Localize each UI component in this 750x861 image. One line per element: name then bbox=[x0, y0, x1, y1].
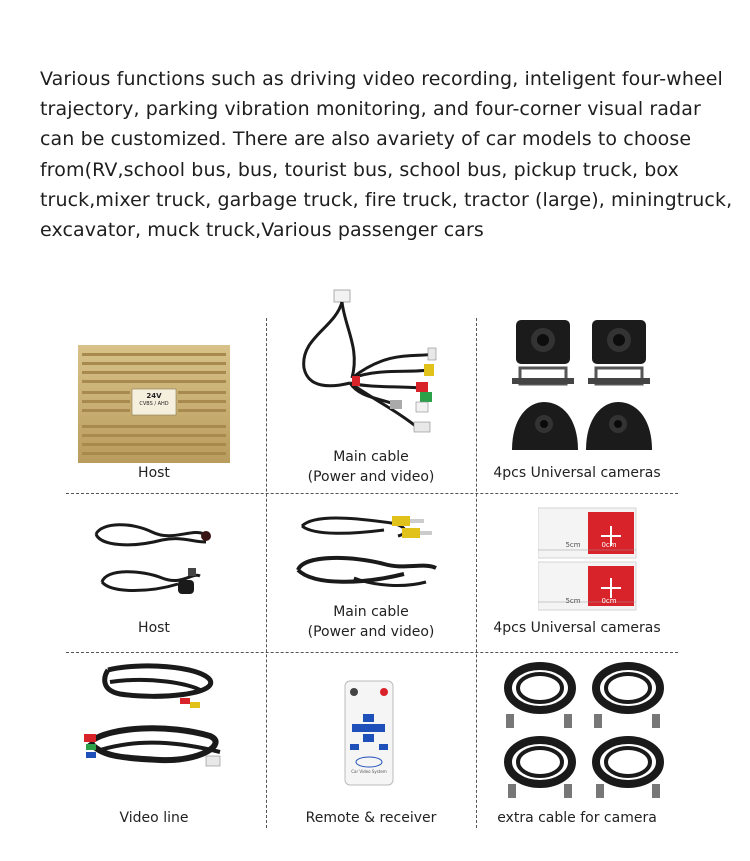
intro-line: trajectory, parking vibration monitoring, and four-corner visual radar bbox=[40, 98, 701, 121]
calibration-sheets-image bbox=[538, 506, 638, 612]
caption-main-cable-subtitle: (Power and video) bbox=[307, 469, 435, 485]
caption-main-cable-2-title: Main cable bbox=[333, 604, 409, 620]
caption-host: Host bbox=[138, 465, 170, 481]
ruler-mark-5cm: 5cm bbox=[565, 597, 581, 605]
extra-cables-image bbox=[502, 658, 672, 804]
host-cable-image bbox=[92, 512, 218, 608]
host-sticker-voltage: 24V bbox=[146, 392, 162, 400]
grid-divider-vertical bbox=[266, 318, 267, 828]
video-line-image bbox=[80, 660, 230, 778]
caption-video-line: Video line bbox=[119, 810, 189, 826]
caption-cameras: 4pcs Universal cameras bbox=[493, 465, 661, 481]
remote-label: Car Video System bbox=[351, 769, 387, 774]
caption-main-cable-2-subtitle: (Power and video) bbox=[307, 624, 435, 640]
caption-main-cable-2 bbox=[276, 602, 466, 642]
intro-line: excavator, muck truck,Various passenger cars bbox=[40, 219, 484, 242]
main-cable-rca-image bbox=[294, 510, 444, 596]
caption-main-cable bbox=[276, 447, 466, 487]
grid-divider-horizontal bbox=[66, 493, 678, 494]
grid-divider-horizontal bbox=[66, 652, 678, 653]
caption-host-2: Host bbox=[138, 620, 170, 636]
intro-line: Various functions such as driving video recording, inteligent four-wheel bbox=[40, 68, 723, 90]
ruler-mark-0cm: 0cm bbox=[601, 597, 617, 605]
cameras-image bbox=[506, 316, 664, 456]
intro-line: from(RV,school bus, bus, tourist bus, school bus, pickup truck, box bbox=[40, 158, 679, 181]
caption-extra-cable: extra cable for camera bbox=[497, 810, 657, 826]
main-cable-image bbox=[290, 288, 450, 448]
host-sticker-text: CVBS / AHD bbox=[139, 401, 169, 407]
caption-remote: Remote & receiver bbox=[305, 810, 437, 826]
intro-line: truck,mixer truck, garbage truck, fire truck, tractor (large), miningtruck, bbox=[40, 188, 733, 211]
ruler-mark-0cm: 0cm bbox=[601, 541, 617, 549]
caption-main-cable-title: Main cable bbox=[333, 449, 409, 465]
ruler-mark-5cm: 5cm bbox=[565, 541, 581, 549]
caption-cameras-2: 4pcs Universal cameras bbox=[493, 620, 661, 636]
intro-line: can be customized. There are also avariety of car models to choose bbox=[40, 128, 692, 151]
grid-divider-vertical bbox=[476, 318, 477, 828]
